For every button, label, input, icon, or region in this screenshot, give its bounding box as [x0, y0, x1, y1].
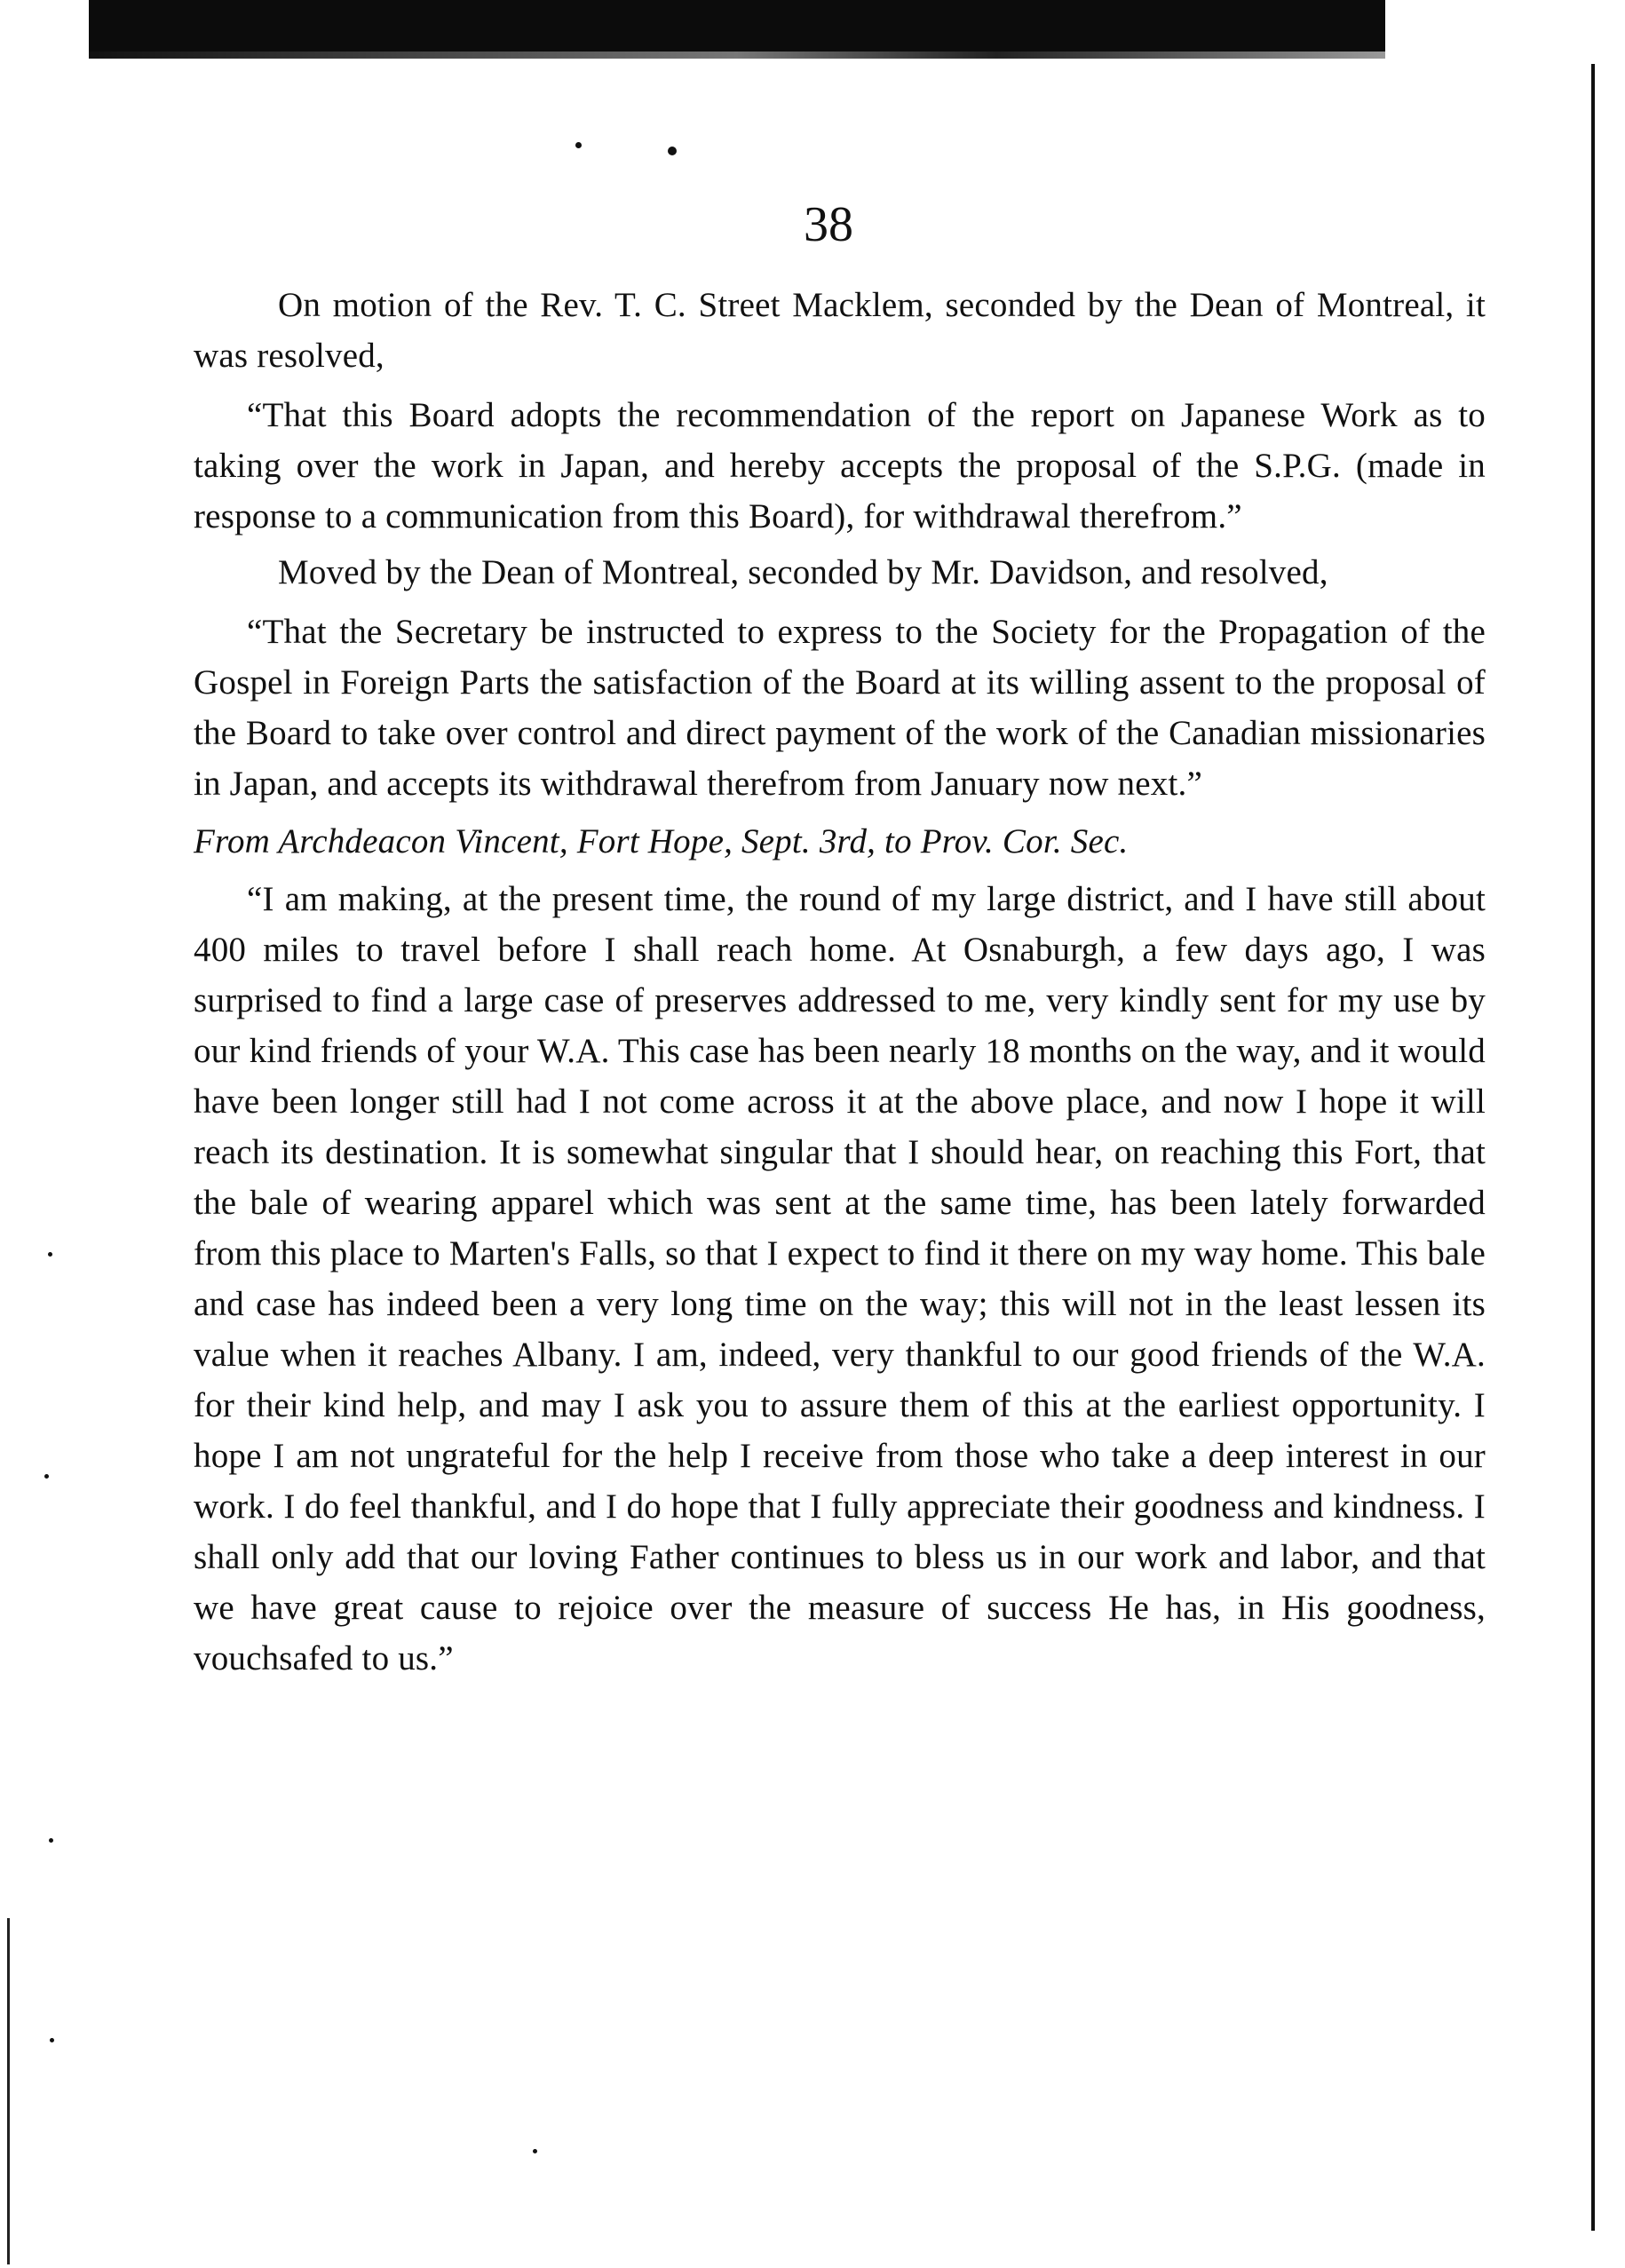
scan-speck — [533, 2149, 537, 2153]
letter-heading: From Archdeacon Vincent, Fort Hope, Sept. 3rd, to Prov. Cor. Sec. — [194, 822, 1129, 860]
scan-speck — [48, 1252, 52, 1257]
page-number: 38 — [804, 197, 853, 252]
scan-left-edge — [7, 1918, 10, 2264]
scan-speck — [668, 147, 677, 155]
scan-speck — [44, 1474, 49, 1479]
resolution-quote: “That this Board adopts the recommendation of the report on Japanese Work as to taking over the work in Japan, and hereby accepts the proposal of the S.P.G. (made in response to a communication from this Board), for withdrawal therefrom.” — [194, 396, 1486, 535]
letter-body: “I am making, at the present time, the round of my large district, and I have still about 400 miles to travel before I shall reach home. At Osnaburgh, a few days ago, I was surprised to find a large case of preserves addressed to me, very kindly sent for my use by our kind friends of your W.A. This case has been nearly 18 months on the way, and it would have been longer still had I not come across it at the above place, and now I hope it will reach its destination. It is somewhat singular that I should hear, on reaching this Fort, that the bale of wearing apparel which was sent at the same time, has been lately forwarded from this place to Marten's Falls, so that I expect to find it there on my way home. This bale and case has indeed been a very long time on the way; this will not in the least lessen its value when it reaches Albany. I am, indeed, very thankful to our good friends of the W.A. for their kind help, and may I ask you to assure them of this at the earliest opportunity. I hope I am not ungrateful for the help I receive from those who take a deep interest in our work. I do feel thankful, and I do hope that I fully appreciate their goodness and kindness. I shall only add that our loving Father continues to bless us in our work and labor, and that we have great cause to rejoice over the measure of success He has, in His goodness, vouchsafed to us.” — [194, 880, 1486, 1677]
motion-paragraph: On motion of the Rev. T. C. Street Macklem, seconded by the Dean of Montreal, it was resolved, — [194, 286, 1486, 375]
resolution-quote: “That the Secretary be instructed to express to the Society for the Propagation of the Gospel in Foreign Parts the satisfaction of the Board at its willing assent to the proposal of the Board to take over control and direct payment of the work of the Canadian missionaries in Japan, and accepts its withdrawal therefrom from January now next.” — [194, 613, 1486, 803]
scan-top-border — [89, 0, 1385, 55]
scan-top-border-edge — [89, 52, 1385, 59]
scan-speck — [49, 1838, 53, 1843]
scan-speck — [575, 142, 582, 148]
scan-speck — [50, 2038, 54, 2042]
page-body — [194, 280, 1486, 1689]
motion-paragraph: Moved by the Dean of Montreal, seconded by Mr. Davidson, and resolved, — [278, 553, 1328, 591]
scan-right-edge — [1591, 64, 1595, 2231]
